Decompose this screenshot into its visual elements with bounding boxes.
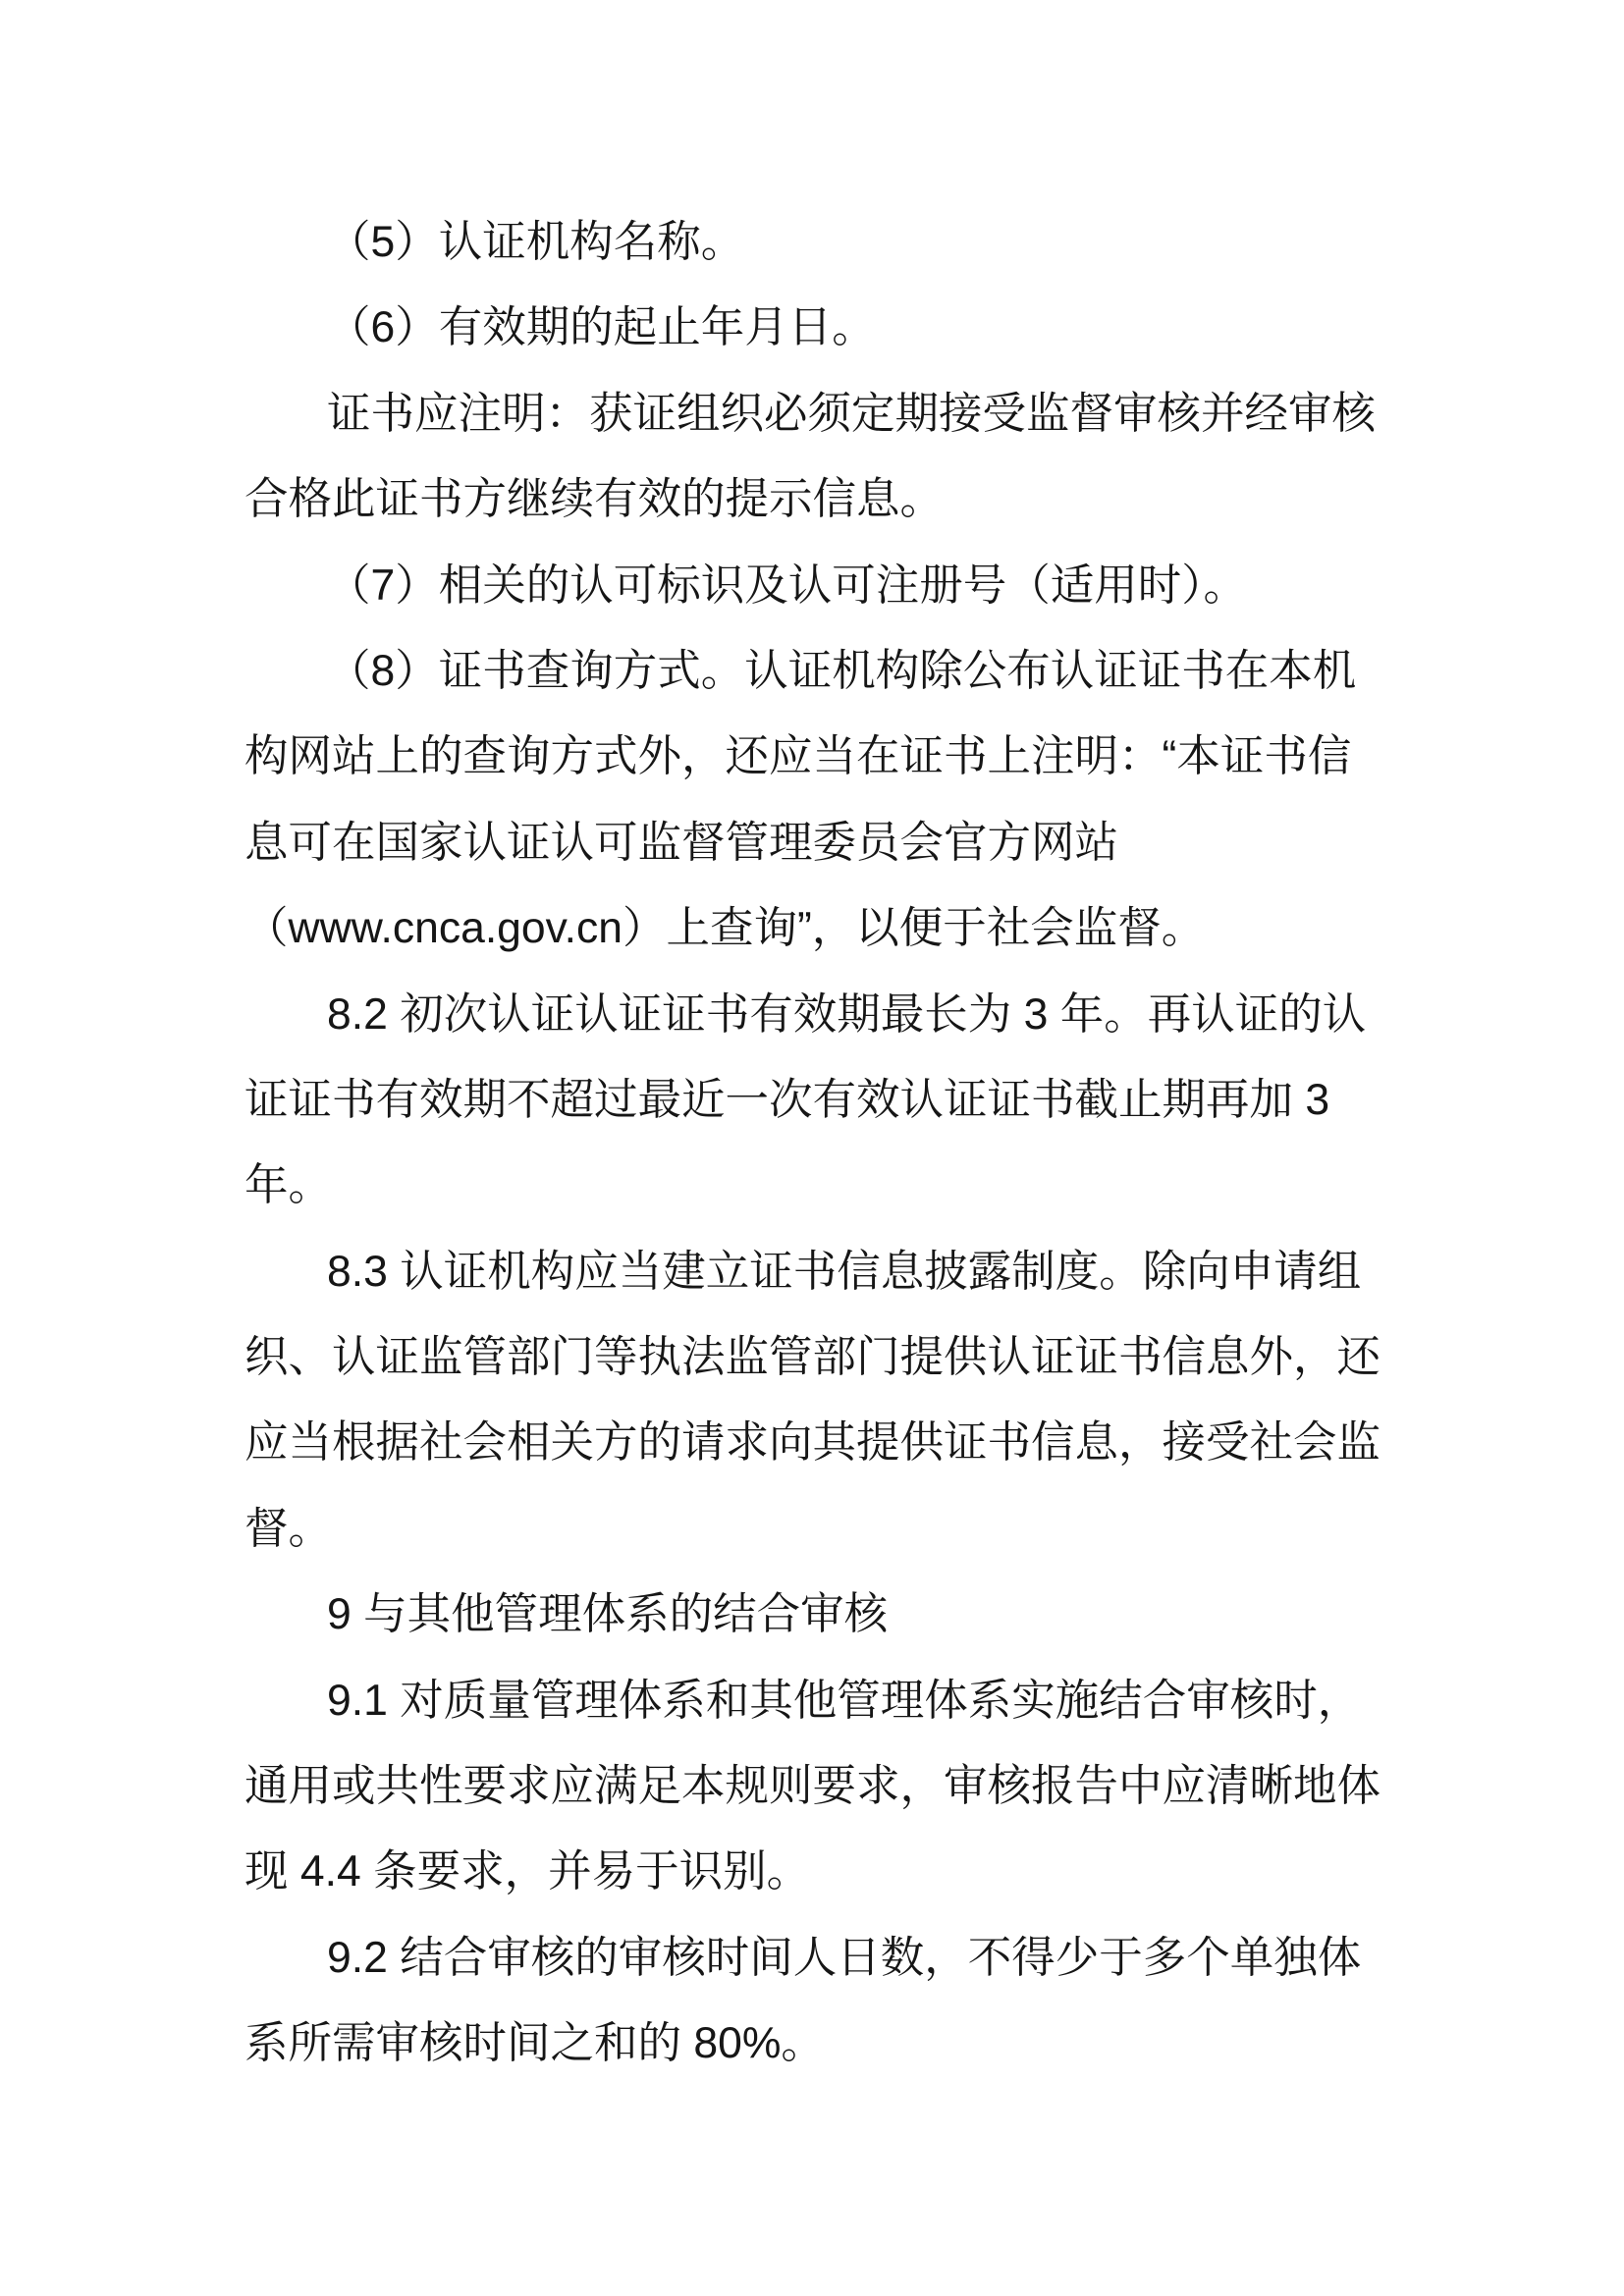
page-body bbox=[244, 199, 1385, 2087]
text-line: 9 与其他管理体系的结合审核 bbox=[327, 1590, 889, 1639]
text-line: （7）相关的认可标识及认可注册号（适用时）。 bbox=[327, 561, 1248, 610]
text-line: 系所需审核时间之和的 80%。 bbox=[244, 2019, 825, 2068]
text-line: 构网站上的查询方式外，还应当在证书上注明：“本证书信 bbox=[244, 732, 1352, 781]
text-line: 合格此证书方继续有效的提示信息。 bbox=[244, 475, 945, 524]
text-line: 8.2 初次认证认证证书有效期最长为 3 年。再认证的认 bbox=[327, 989, 1367, 1039]
text-line: 督。 bbox=[244, 1504, 333, 1553]
text-line: 年。 bbox=[244, 1161, 333, 1210]
text-line: （8）证书查询方式。认证机构除公布认证证书在本机 bbox=[327, 646, 1357, 695]
text-line: 9.2 结合审核的审核时间人日数，不得少于多个单独体 bbox=[327, 1933, 1362, 1982]
text-line: 证书应注明：获证组织必须定期接受监督审核并经审核 bbox=[327, 389, 1377, 438]
text-line: （5）认证机构名称。 bbox=[327, 218, 745, 266]
text-line: （6）有效期的起止年月日。 bbox=[327, 303, 876, 352]
text-line: （www.cnca.gov.cn）上查询”，以便于社会监督。 bbox=[244, 904, 1206, 953]
text-line: 息可在国家认证认可监督管理委员会官方网站 bbox=[244, 818, 1119, 867]
text-line: 9.1 对质量管理体系和其他管理体系实施结合审核时， bbox=[327, 1676, 1362, 1725]
text-line: 应当根据社会相关方的请求向其提供证书信息，接受社会监 bbox=[244, 1418, 1381, 1468]
text-line: 8.3 认证机构应当建立证书信息披露制度。除向申请组 bbox=[327, 1247, 1362, 1296]
text-line: 现 4.4 条要求，并易于识别。 bbox=[244, 1847, 811, 1896]
text-line: 通用或共性要求应满足本规则要求，审核报告中应清晰地体 bbox=[244, 1762, 1381, 1811]
text-line: 织、认证监管部门等执法监管部门提供认证证书信息外，还 bbox=[244, 1333, 1381, 1382]
text-line: 证证书有效期不超过最近一次有效认证证书截止期再加 3 bbox=[244, 1075, 1330, 1124]
